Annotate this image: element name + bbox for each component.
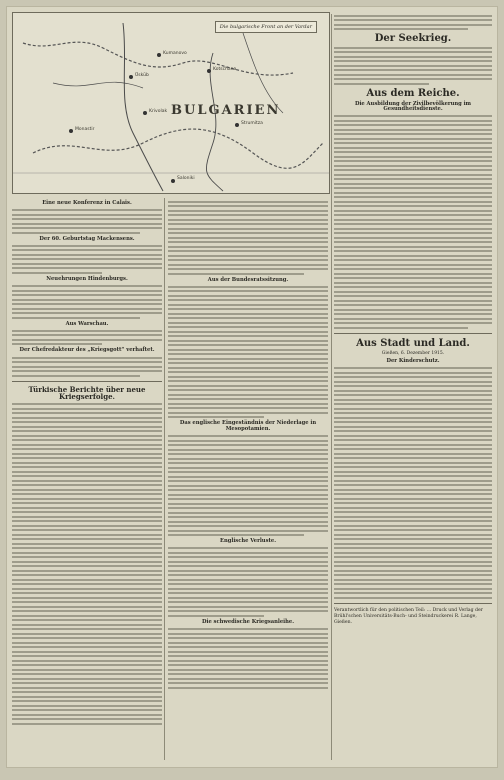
headline: Aus der Bundesratssitzung. <box>207 276 289 283</box>
article-body <box>334 115 492 329</box>
map-place-label: Kumanovo <box>163 51 187 56</box>
dateline: Gießen, 6. Dezember 1915. <box>381 350 445 356</box>
map-place-label: Krivolak <box>149 109 168 114</box>
article-body <box>12 357 162 377</box>
article-body <box>12 209 162 234</box>
newspaper-page <box>6 6 498 768</box>
article-body <box>168 435 328 536</box>
article-body <box>12 403 162 725</box>
column-rule <box>331 14 332 760</box>
column-2 <box>168 198 328 762</box>
headline: Englische Verluste. <box>220 538 276 545</box>
headline: Eine neue Konferenz in Calais. <box>42 200 132 206</box>
article-body <box>334 47 492 85</box>
article-body <box>334 15 492 31</box>
article-body <box>168 201 328 275</box>
article-body <box>12 245 162 274</box>
article-body <box>168 628 328 689</box>
headline: Neuehrungen Hindenburgs. <box>46 275 128 282</box>
headline: Die schwedische Kriegsanleihe. <box>201 618 295 625</box>
map-country-label: BULGARIEN <box>171 103 281 118</box>
article-body <box>168 286 328 419</box>
headline: Der 60. Geburtstag Mackensens. <box>39 235 135 242</box>
headline: Aus Warschau. <box>65 320 109 327</box>
subheadline: Der Kinderschutz. <box>386 357 440 364</box>
subheadline: Die Ausbildung der Zivilbevölkerung im Gesundheitsdienste. <box>354 100 472 113</box>
map-place-label: Monastir <box>75 127 95 132</box>
map-place-label: Kotschana <box>213 67 237 72</box>
article-body <box>12 285 162 319</box>
headline: Das englische Eingeständnis der Niederlage in Mesopotamien. <box>179 420 317 432</box>
headline: Aus Stadt und Land. <box>356 337 470 349</box>
article-body <box>12 330 162 346</box>
column-3 <box>334 12 492 762</box>
article-body <box>334 367 492 599</box>
front-map <box>12 12 330 194</box>
headline: Der Seekrieg. <box>374 33 452 44</box>
map-place-label: Strumitza <box>241 121 263 126</box>
column-rule <box>164 198 165 760</box>
imprint: Verantwortlich für den politischen Teil: ... Druck und Verlag der Brühl'schen Universitäts-Buch- und Steindruckerei R. Lange, Gießen. <box>334 607 483 625</box>
map-box-title: Die bulgarische Front an der Vardar <box>215 21 317 33</box>
headline: Aus dem Reiche. <box>366 87 460 99</box>
column-1 <box>12 198 162 762</box>
headline: Der Chefredakteur des „Kriegsgott“ verhaftet. <box>19 347 155 354</box>
article-body <box>168 547 328 617</box>
map-place-label: Saloniki <box>177 176 195 181</box>
headline: Türkische Berichte über neue Kriegserfolge. <box>28 384 146 402</box>
map-place-label: Üsküb <box>135 73 149 78</box>
